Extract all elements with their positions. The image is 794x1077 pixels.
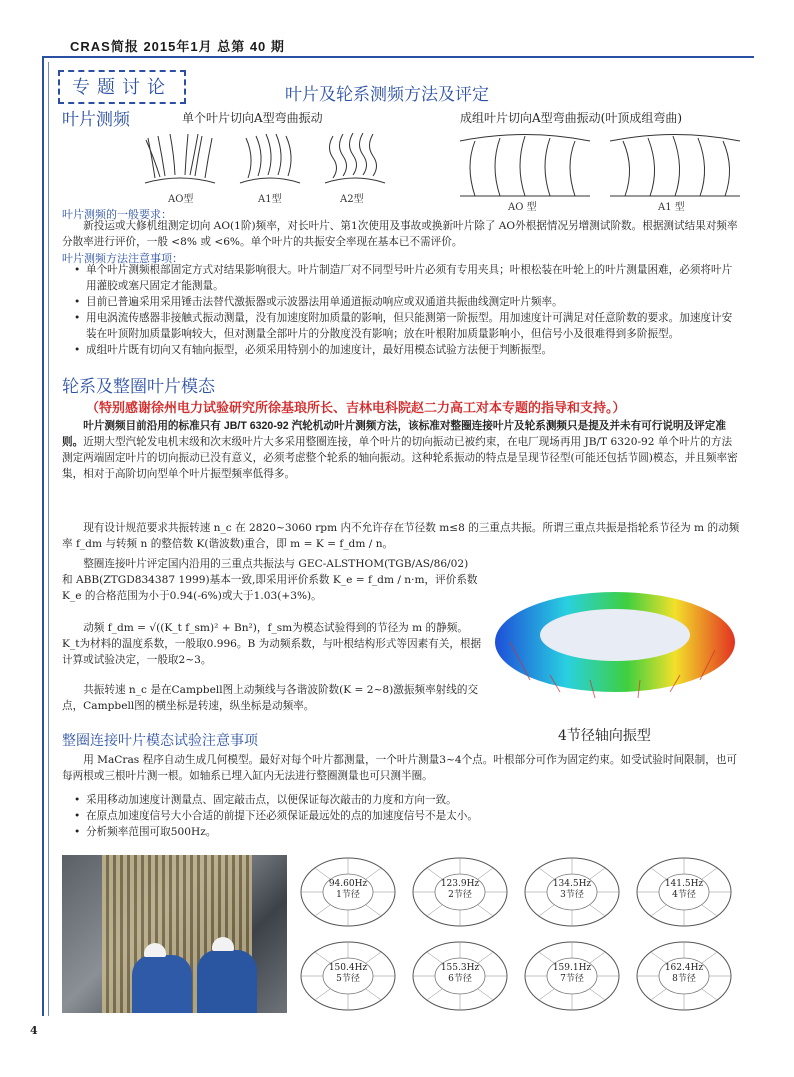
header-rule [42, 56, 754, 58]
list-item: • 用电涡流传感器非接触式振动测量，没有加速度附加质量的影响，但只能测第一阶振型。用加速度计可满足对任意阶数的要求。加速度计安装在叶顶附加质量影响较大，但对测量全部叶片的分散度没有影响；放在叶根附加质量影响小，但信号小及很难得到多阶振型。 [66, 310, 742, 342]
acknowledgement: （特别感谢徐州电力试验研究所徐基琅所长、吉林电科院赵二力高工对本专题的指导和支持。） [86, 400, 626, 415]
section-heading-wheel: 轮系及整圈叶片模态 [62, 377, 215, 396]
sec2-paragraph-1 [62, 418, 742, 482]
mode-shape-7 [522, 936, 622, 1016]
left-rule [42, 56, 44, 1016]
mode-nd: 2节径 [448, 890, 472, 900]
mode-shape-3 [522, 852, 622, 932]
mode-shape-4nd-figure [490, 580, 740, 710]
fig-right-label-a1: A1 型 [658, 202, 685, 213]
fig-left-label-a0: AO型 [168, 194, 194, 205]
mode-shape-5 [298, 936, 398, 1016]
mode-freq: 134.5Hz [552, 879, 592, 889]
topic-badge: 专题讨论 [58, 70, 186, 104]
mode-nd: 7节径 [560, 974, 584, 984]
list-item: • 单个叶片测频根部固定方式对结果影响很大。叶片制造厂对不同型号叶片必须有专用夹具；叶根松装在叶轮上的叶片测量困难，必须将叶片用灌胶或塞尺固定才能测量。 [66, 262, 742, 294]
mode-nd: 6节径 [448, 974, 472, 984]
worker-shape [197, 950, 257, 1013]
mode-shape-1 [298, 852, 398, 932]
list-item: • 成组叶片既有切向又有轴向振型，必须采用特别小的加速度计，最好用模态试验方法便于判断振型。 [66, 342, 742, 358]
sec3-bullets [66, 792, 742, 840]
mode-freq: 159.1Hz [552, 963, 592, 973]
section-heading-blade: 叶片测频 [62, 110, 130, 129]
fig-left-label-a2: A2型 [340, 194, 364, 205]
mode-freq: 162.4Hz [664, 963, 704, 973]
list-item: • 分析频率范围可取500Hz。 [66, 824, 742, 840]
page-number: 4 [30, 1024, 38, 1037]
sec2-paragraph-2: 现有设计规范要求共振转速 n_c 在 2820~3060 rpm 内不允许存在节径数 m≤8 的三重点共振。所谓三重点共振是指轮系节径为 m 的动频率 f_dm 与转频 n 的整倍数 K(谐波数)重合，即 m = K = f_dm / n。 [62, 522, 740, 550]
mode-shape-6 [410, 936, 510, 1016]
sec1-sub-general: 叶片测频的一般要求： [62, 208, 172, 221]
sec1-sub-notes: 叶片测频方法注意事项： [62, 252, 183, 265]
page-title: 叶片及轮系测频方法及评定 [285, 85, 489, 104]
mode-shapes-grid [298, 852, 748, 1017]
mode-freq: 150.4Hz [328, 963, 368, 973]
mode-freq: 155.3Hz [440, 963, 480, 973]
sec2-p1-rest: 近期大型汽轮发电机末级和次末级叶片大多采用整圈连接，单个叶片的切向振动已被约束，在电厂现场再用 JB/T 6320-92 单个叶片的方法测定两端固定叶片的切向振动已没有意义，必须考虑整个轮系的轴向振动。这种轮系振动的特点是呈现节径型(可能还包括节圆)模态，并且频率密集，相对于高阶切向型单个叶片振型频率低得多。 [62, 436, 738, 480]
list-item: • 在原点加速度信号大小合适的前提下还必须保证最远处的点的加速度信号不是太小。 [66, 808, 742, 824]
mode-shape-caption: 4节径轴向振型 [558, 728, 651, 744]
mode-freq: 141.5Hz [664, 879, 704, 889]
left-rule-inner [48, 62, 49, 1016]
mode-nd: 4节径 [672, 890, 696, 900]
fig-right-title: 成组叶片切向A型弯曲振动(叶顶成组弯曲) [460, 111, 683, 125]
list-item: • 目前已普遍采用采用锤击法替代激振器或示波器法用单通道振动响应或双通道共振曲线测定叶片频率。 [66, 294, 742, 310]
sec2-paragraph-5: 共振转速 n_c 是在Campbell图上动频线与各谐波阶数(K = 2~8)激振频率射线的交点，Campbell图的横坐标是转速，纵坐标是动频率。 [62, 684, 479, 712]
sec3-paragraph-1: 用 MaCras 程序自动生成几何模型。最好对每个叶片都测量，一个叶片测量3~4个点。叶根部分可作为固定约束。如受试验时间限制，也可每两根或三根叶片测一根。如轴系已埋入缸内无法进行整圈测量也可只测半圈。 [62, 754, 738, 782]
sec1-paragraph-1: 新投运或大修机组测定切向 AO(1阶)频率，对长叶片、第1次使用及事故或换新叶片除了 AO外根据情况另增测试阶数。根据测试结果对频率分散率进行评价，一般 <8% 或 <6%。单个叶片的共振安全率现在基本已不需评价。 [62, 220, 738, 248]
mode-freq: 123.9Hz [440, 879, 480, 889]
mode-nd: 8节径 [672, 974, 696, 984]
mode-shape-4 [634, 852, 734, 932]
fig-left-title: 单个叶片切向A型弯曲振动 [182, 111, 323, 125]
sec2-paragraph-4: 动频 f_dm = √((K_t f_sm)² + Bn²)，f_sm为模态试验得到的节径为 m 的静频。K_t为材料的温度系数，一般取0.996。B 为动频系数，与叶根结构形式等因素有关，根据计算或试验决定，一般取2~3。 [62, 622, 482, 666]
mode-nd: 3节径 [560, 890, 584, 900]
fig-right-label-a0: AO 型 [508, 202, 537, 213]
sec2-p1-bold: 叶片测频目前沿用的标准只有 JB/T 6320-92 汽轮机动叶片测频方法，该标准对整圈连接叶片及轮系测频只是提及并未有可行说明及评定准则。 [62, 420, 726, 448]
worker-shape [132, 955, 192, 1013]
site-photo [62, 855, 287, 1013]
fig-left-label-a1: A1型 [258, 194, 282, 205]
mode-shape-8 [634, 936, 734, 1016]
mode-nd: 1节径 [336, 890, 360, 900]
list-item: • 采用移动加速度计测量点、固定敲击点，以便保证每次敲击的力度和方向一致。 [66, 792, 742, 808]
group-blade-mode-figure [455, 126, 745, 201]
sec1-bullets [66, 262, 742, 358]
mode-shape-2 [410, 852, 510, 932]
header-title: CRAS简报 2015年1月 总第 40 期 [70, 39, 285, 54]
mode-nd: 5节径 [336, 974, 360, 984]
sec2-paragraph-3: 整圈连接叶片评定国内沿用的三重点共振法与 GEC-ALSTHOM(TGB/AS/86/02) 和 ABB(ZTGD834387 1999)基本一致,即采用评价系数 K_e = f_dm / n·m，评价系数 K_e 的合格范围为小于0.94(-6%)或大于1.03(+3%)。 [62, 558, 478, 602]
section-heading-modal-notes: 整圈连接叶片模态试验注意事项 [62, 732, 258, 748]
mode-freq: 94.60Hz [328, 879, 368, 889]
